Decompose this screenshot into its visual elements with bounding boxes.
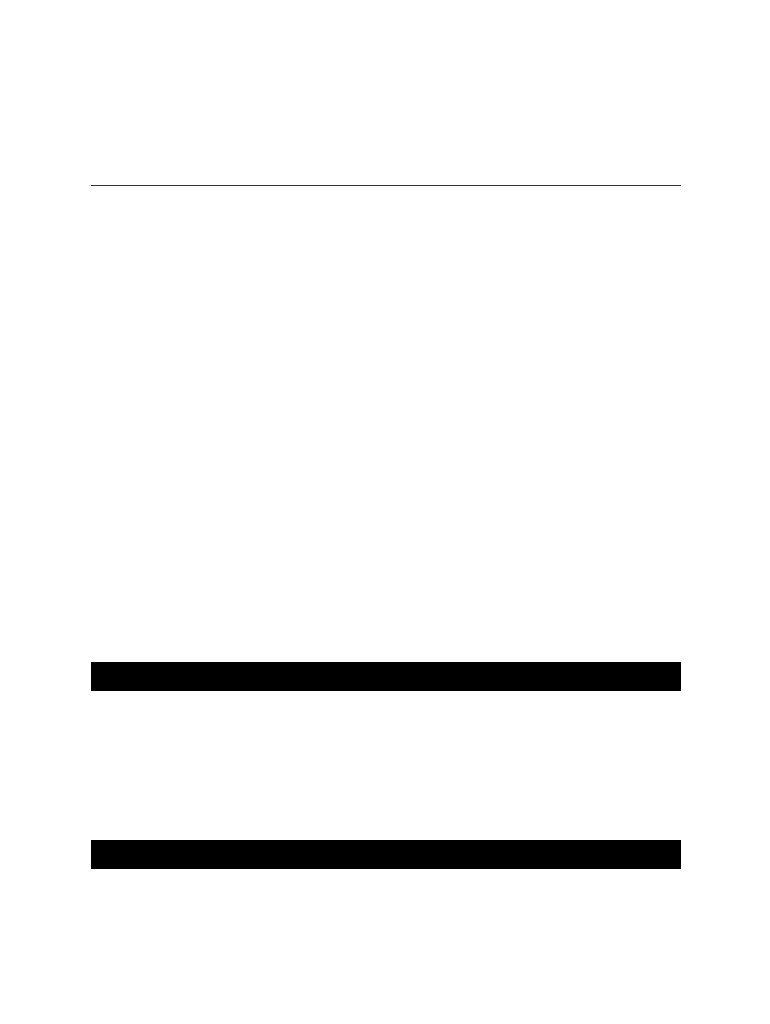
table-of-contents bbox=[91, 246, 681, 252]
title-divider bbox=[91, 185, 681, 186]
section-heading-policy bbox=[91, 840, 681, 869]
section-heading-background bbox=[91, 662, 681, 691]
